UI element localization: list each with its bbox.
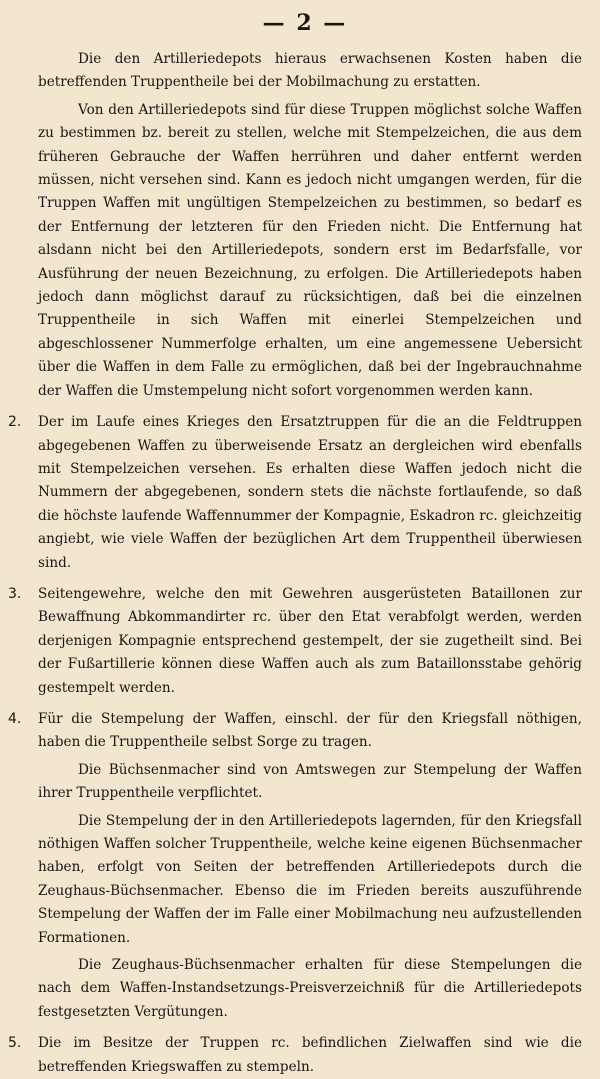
item-number-2: 2. (8, 414, 22, 431)
item-4-paragraph-gunsmiths: Die Büchsenmacher sind von Amtswegen zur Stempelung der Waffen ihrer Truppentheile verpflichtet. (38, 761, 582, 802)
item-4-paragraph-depot-stamping: Die Stempelung der in den Artilleriedepots lagernden, für den Kriegsfall nöthigen Waffen solcher Truppentheile, welche keine eigenen Büchsenmacher haben, erfolgt von Seiten der betreffenden Artilleriedepots durch die Zeughaus-Büchsenmacher. Ebenso die im Frieden bereits auszuführende Stempelung der Waffen der im Falle einer Mobilmachung neu aufzustellenden Formationen. (38, 812, 582, 946)
item-number-4: 4. (8, 710, 22, 727)
list-item-4 (8, 708, 582, 755)
list-item-3 (8, 583, 582, 700)
list-item-2 (8, 411, 582, 575)
item-number-5: 5. (8, 1035, 22, 1052)
paragraph-weapon-selection: Von den Artilleriedepots sind für diese Truppen möglichst solche Waffen zu bestimmen bz. bereit zu stellen, welche mit Stempelzeichen, die aus dem früheren Gebrauche der Waffen herrühren und daher entfernt werden müssen, nicht versehen sind. Kann es jedoch nicht umgangen werden, für die Truppen Waffen mit ungültigen Stempelzeichen zu bestimmen, so bedarf es der Entfernung der letzteren für den Frieden nicht. Die Entfernung hat alsdann nicht bei den Artilleriedepots, sondern erst im Bedarfsfalle, vor Ausführung der neuen Bezeichnung, zu erfolgen. Die Artilleriedepots haben jedoch dann möglichst darauf zu rücksichtigen, daß bei die einzelnen Truppentheile in sich Waffen mit einerlei Stempelzeichen und abgeschlossener Nummerfolge erhalten, um eine angemessene Uebersicht über die Waffen in dem Falle zu ermöglichen, daß bei der Ingebrauchnahme der Waffen die Umstempelung nicht sofort vorgenommen werden kann. (38, 101, 582, 399)
item-text-5: Die im Besitze der Truppen rc. befindlichen Zielwaffen sind wie die betreffenden Kriegswaffen zu stempeln. (38, 1035, 582, 1075)
item-4-paragraph-compensation: Die Zeughaus-Büchsenmacher erhalten für diese Stempelungen die nach dem Waffen-Instandsetzungs-Preisverzeichniß für die Artilleriedepots festgesetzten Vergütungen. (38, 957, 582, 1020)
item-text-2: Der im Laufe eines Krieges den Ersatztruppen für die an die Feldtruppen abgegebenen Waffen zu überweisende Ersatz an dergleichen wird ebenfalls mit Stempelzeichen versehen. Es erhalten diese Waffen jedoch nicht die Nummern der abgegebenen, sondern stets die nächste fortlaufende, so daß die höchste laufende Waffennummer der Kompagnie, Eskadron rc. gleichzeitig angiebt, wie viele Waffen der bezüglichen Art dem Truppentheil überwiesen sind. (38, 414, 582, 571)
item-number-3: 3. (8, 585, 22, 602)
paragraph-costs: Die den Artilleriedepots hieraus erwachsenen Kosten haben die betreffenden Truppentheile bei der Mobilmachung zu erstatten. (38, 51, 582, 91)
item-text-4: Für die Stempelung der Waffen, einschl. der für den Kriegsfall nöthigen, haben die Truppentheile selbst Sorge zu tragen. (38, 710, 582, 751)
list-item-5 (8, 1032, 582, 1079)
page-number: — 2 — (262, 10, 348, 36)
item-text-3: Seitengewehre, welche den mit Gewehren ausgerüsteten Bataillonen zur Bewaffnung Abkommandirter rc. über den Etat verabfolgt werden, werden derjenigen Kompagnie entsprechend gestempelt, der sie zugetheilt sind. Bei der Fußartillerie können diese Waffen auch als zum Bataillonsstabe gehörig gestempelt werden. (38, 585, 582, 696)
